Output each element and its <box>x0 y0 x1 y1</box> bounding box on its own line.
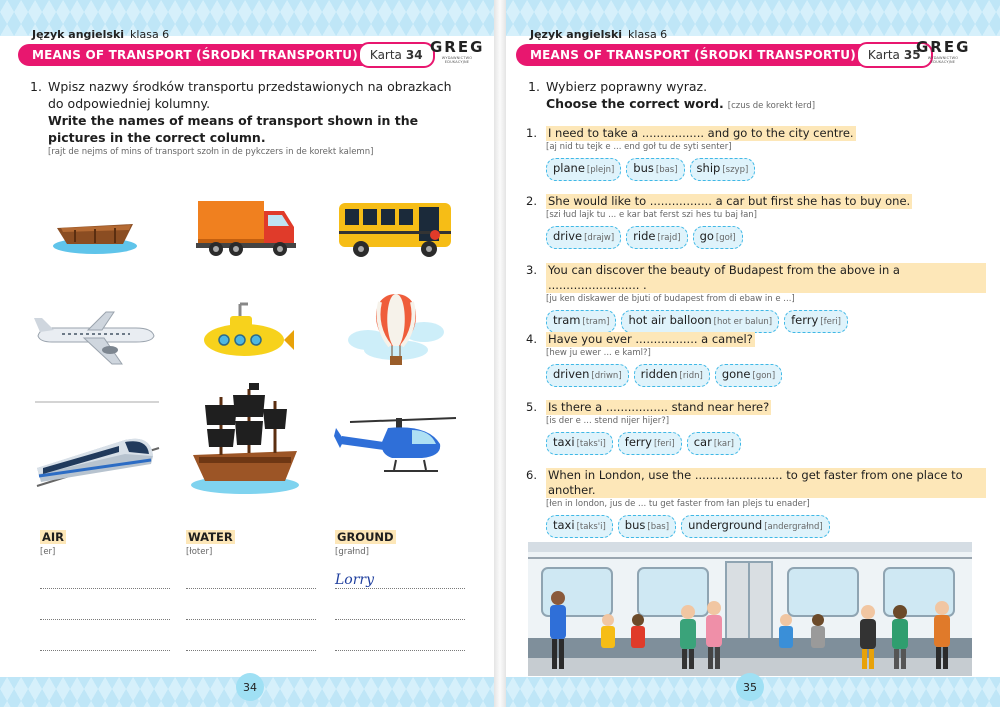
karta-badge: Karta 35 <box>856 42 933 68</box>
subject-label: Język angielski klasa 6 <box>530 28 668 41</box>
answer-line[interactable] <box>335 589 465 620</box>
question-number: 1. <box>526 126 537 140</box>
answer-options <box>546 364 986 387</box>
hot-air-balloon-icon <box>330 283 460 383</box>
question-number: 6. <box>526 468 537 482</box>
answer-option[interactable]: ride [rajd] <box>626 226 687 249</box>
answer-option[interactable]: tram [tram] <box>546 310 616 333</box>
question-pron: [aj nid tu tejk e ... end goł tu de syti senter] <box>546 142 732 152</box>
task-instructions: 1. Wybierz poprawny wyraz. Choose the correct word. [czus de korekt łerd] <box>528 78 968 112</box>
page-title: MEANS OF TRANSPORT (ŚRODKI TRANSPORTU) <box>32 48 358 62</box>
question-number: 3. <box>526 263 537 277</box>
answer-line[interactable] <box>40 558 170 589</box>
question-pron: [is der e ... stend nijer hijer?] <box>546 416 670 426</box>
answer-line[interactable] <box>335 558 465 589</box>
question-item <box>526 126 986 181</box>
task-en: Choose the correct word. <box>546 96 724 111</box>
answer-line[interactable] <box>40 620 170 651</box>
answer-options <box>546 310 986 333</box>
task-pl: Wybierz poprawny wyraz. <box>546 79 708 94</box>
question-text: When in London, use the ........................ to get faster from one place to another. <box>546 468 986 498</box>
pictures-grid <box>30 178 470 508</box>
question-item <box>526 468 986 538</box>
title-bar <box>516 44 921 66</box>
greg-logo: GREG WYDAWNICTWO EDUKACYJNE <box>430 38 485 64</box>
lorry-icon <box>180 178 310 278</box>
question-number: 4. <box>526 332 537 346</box>
subject-label: Język angielski klasa 6 <box>32 28 170 41</box>
page-number: 35 <box>736 673 764 701</box>
task-en: Write the names of means of transport shown in the pictures in the correct column. <box>48 113 419 145</box>
answer-option[interactable]: taxi [taks'i] <box>546 432 613 455</box>
answer-options <box>546 432 986 455</box>
task-pron: [czus de korekt łerd] <box>727 101 816 111</box>
question-pron: [ju ken diskawer de bjuti of budapest from di ebaw in e ...] <box>546 294 795 304</box>
answer-line[interactable] <box>40 589 170 620</box>
answer-options <box>546 158 986 181</box>
left-page <box>0 0 494 707</box>
question-text: Is there a ................. stand near here? <box>548 400 770 414</box>
submarine-icon <box>180 283 310 383</box>
question-text: I need to take a ................. and go to the city centre. <box>548 126 854 140</box>
answer-option[interactable]: taxi [taks'i] <box>546 515 613 538</box>
answer-option[interactable]: bus [bas] <box>618 515 676 538</box>
answer-option[interactable]: gone [gon] <box>715 364 782 387</box>
answer-option[interactable]: ferry [feri] <box>618 432 682 455</box>
question-item <box>526 263 986 333</box>
subway-carriage-illustration <box>528 542 972 676</box>
answer-line[interactable] <box>186 589 316 620</box>
question-pron: [łen in london, jus de ... tu get faster from łan plejs tu enader] <box>546 499 810 509</box>
answer-option[interactable]: drive [drajw] <box>546 226 621 249</box>
answer-option[interactable]: plane [plejn] <box>546 158 621 181</box>
column-water: WATER [łoter] <box>186 526 316 651</box>
right-page <box>506 0 1000 707</box>
answer-option[interactable]: car [kar] <box>687 432 741 455</box>
question-text: She would like to ................. a car but first she has to buy one. <box>548 194 911 208</box>
question-text: You can discover the beauty of Budapest from the above in a ......................... . <box>546 263 986 293</box>
answer-options <box>546 515 986 538</box>
answer-option[interactable]: driven [driwn] <box>546 364 629 387</box>
task-instructions: 1. Wpisz nazwy środków transportu przedstawionych na obrazkach do odpowiedniej kolumny. Write the names of means of transport shown in the pictures in the correct column. [rajt de nejms of mins of transport szołn in de pykczers in de korekt kalemn] <box>30 78 460 158</box>
helicopter-icon <box>330 398 470 498</box>
answer-option[interactable]: ferry [feri] <box>784 310 848 333</box>
page-header <box>516 26 921 70</box>
title-bar <box>18 44 430 66</box>
school-bus-icon <box>330 178 460 278</box>
karta-badge: Karta 34 <box>358 42 435 68</box>
page-title: MEANS OF TRANSPORT (ŚRODKI TRANSPORTU) <box>530 48 856 62</box>
question-number: 5. <box>526 400 537 414</box>
answer-line[interactable] <box>186 620 316 651</box>
column-air: AIR [er] <box>40 526 170 651</box>
answer-option[interactable]: ridden [ridn] <box>634 364 710 387</box>
answer-option[interactable]: ship [szyp] <box>690 158 756 181</box>
handwritten-answer: Lorry <box>335 572 375 588</box>
answer-options <box>546 226 986 249</box>
page-header <box>18 26 430 70</box>
question-item <box>526 332 986 387</box>
answer-option[interactable]: underground [andergrałnd] <box>681 515 830 538</box>
answer-line[interactable] <box>335 620 465 651</box>
question-item <box>526 194 986 249</box>
question-pron: [szi łud lajk tu ... e kar bat ferst szi hes tu baj łan] <box>546 210 758 220</box>
page-number: 34 <box>236 673 264 701</box>
answer-option[interactable]: bus [bas] <box>626 158 684 181</box>
question-text: Have you ever ................. a camel? <box>548 332 753 346</box>
airplane-icon <box>30 283 160 383</box>
column-ground: GROUND [grałnd] Lorry <box>335 526 465 651</box>
task-pron: [rajt de nejms of mins of transport szołn in de pykczers in de korekt kalemn] <box>48 147 374 157</box>
question-pron: [hew ju ewer ... e kaml?] <box>546 348 651 358</box>
task-pl: Wpisz nazwy środków transportu przedstawionych na obrazkach do odpowiedniej kolumny. <box>48 79 452 111</box>
answer-option[interactable]: go [goł] <box>693 226 743 249</box>
pirate-ship-icon <box>180 378 310 498</box>
boat-icon <box>30 178 160 278</box>
train-icon <box>30 393 165 493</box>
answer-line[interactable] <box>186 558 316 589</box>
book-gutter <box>494 0 506 707</box>
greg-logo: GREG WYDAWNICTWO EDUKACYJNE <box>916 38 971 64</box>
question-item <box>526 400 986 455</box>
question-number: 2. <box>526 194 537 208</box>
answer-option[interactable]: hot air balloon [hot er balun] <box>621 310 779 333</box>
